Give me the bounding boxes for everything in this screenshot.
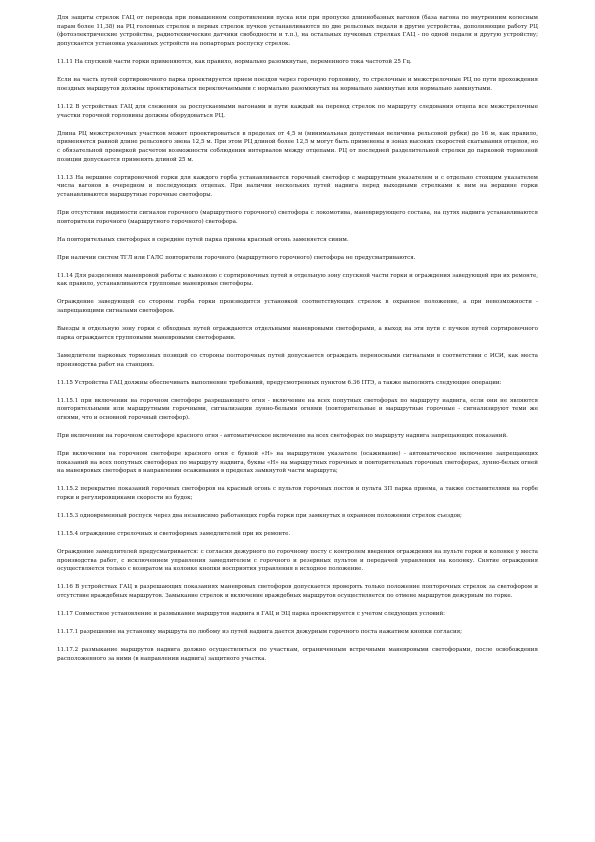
paragraph-6: 11.13 На вершине сортировочной горки для каждого горба устанавливается горочный светофор с маршрутным указателем и с отдельно стоящим указателем числа вагонов в очередном и последующих отцепах. При наличии нескольких путей надвига перед выходными стрелками к ним на вершине горки устанавливаются маршрутные горочные светофоры. <box>57 174 538 199</box>
paragraph-14: 11.15 Устройства ГАЦ должны обеспечивать выполнение требований, предусмотренных пунктом 6.36 ПТЭ, а также выполнять следующие операции: <box>57 379 502 386</box>
paragraph-8: На повторительных светофорах в середине путей парка приема красный огонь заменяется синим. <box>57 236 349 243</box>
paragraph-1: Для защиты стрелок ГАЦ от перевода при повышенном сопротивлении пуcка или при пропуске длиннобазных вагонов (база вагона по внутренним колесным парам более 11,38) на РЦ головных стрелок в первых стрелок пучков устанавливаются по две рельсовых педали в другие устройства, дополняющие работу РЦ (фотоэлектрические устройства, радиотехнические датчики свободности и т.п.), на остальных пучковых стрелках ГАЦ - по одной педали и другую устройству; допускается установка указанных устройств на попарторых роспуску стрелок. <box>57 15 538 48</box>
paragraph-12: Выезды в отдельную зону горки с обходных путей ограждаются отдельными маневровыми светофорами, а выход на эти пути с пучков путей сортировочного парка ограждается групповыми маневровыми светофорами. <box>57 326 538 341</box>
paragraph-11: Ограждение заведующей со стороны горба горки производится установкой соответствующих стрелок в охранное положение, а при невозможности - запрещающими сигналами светофоров. <box>57 299 538 315</box>
paragraph-13: Замедлители парковых тормозных позиций со стороны полторочных путей допускается ограждать переносными сигналами в соответствии с ИСИ, как места производства работ на станциях. <box>57 352 538 368</box>
paragraph-2: 11.11 На спускной части горки применяются, как правило, нормально разомкнутые, переменного тока частотой 25 Гц. <box>57 59 412 66</box>
paragraph-21: Ограждение замедлителей предусматривается: с согласия дежурного по горочному посту с контролем введения ограждения на пульте горки и колонке у места производства работ, с исключением управления замедлителем с горочного и резервных пультов и передачей управления на колонку. Снятие ограждения осуществляется только с возвратом на колонке кнопки восприятия управления в исходное положение. <box>57 549 538 573</box>
paragraph-7: При отсутствии видимости сигналов горочного (маршрутного горочного) светофора с локомотива, маневрирующего состава, на путях надвига устанавливаются повторители горочного (маршрутного горочного) светофора. <box>57 210 538 225</box>
paragraph-15: 11.15.1 при включении на горочном светофоре разрешающего огня - включение на всех попутных светофорах по маршруту надвига, если они не являются повторительными или маршрутными горочными, сигнализации лунно-белыми огнями (повторительные и маршрутные горочные - сигнализируют теми же огнями, что и основной горочный светофор). <box>57 397 538 421</box>
paragraph-22: 11.16 В устройствах ГАЦ в разрешающих показаниях маневровых светофоров допускается проверять только положение попторочных стрелок за светофором и отсутствие враждебных маршрутов. Замыкание стрелок и включение враждебных маршрутов осуществляется по отмене маршрутов дежурным по горке. <box>57 584 538 600</box>
paragraph-16: При включении на горочном светофоре красного огня - автоматическое включение на всех светофорах по маршруту надвига запрещающих показаний. <box>57 432 508 439</box>
paragraph-19: 11.15.3 одновременный роспуск через два независимо работающих горба горки при замкнутых в охранном положении стрелок съездов; <box>57 513 462 520</box>
paragraph-20: 11.15.4 ограждение стрелочных и светофорных замедлителей при их ремонте. <box>57 531 291 538</box>
paragraph-9: При наличии систем ТГЛ или ГАЛС повторители горочного (маршрутного горочного) светофора не предусматриваются. <box>57 254 416 261</box>
paragraph-3: Если на часть путей сортировочного парка проектируется прием поездов через горочную горловину, то стрелочные и межстрелочные РЦ по пути прохождения поездных маршрутов должны проектироваться переключаемыми с нормально разомкнутых на нормально замкнутые или нормально замкнутыми. <box>57 77 538 92</box>
paragraph-18: 11.15.2 перекрытие показаний горочных светофоров на красный огонь с пультов горочных постов и пульта ЗП парка приема, а также составителями на горбе горки и регулировщиками скорости из будок; <box>57 486 538 502</box>
paragraph-24: 11.17.1 разрешение на установку маршрута по любому из путей надвига дается дежурным горочного поста нажатием кнопки согласия; <box>57 629 463 636</box>
paragraph-10: 11.14 Для разделения маневровой работы с вывозкою с сортировочных путей в отдельную зону спускной части горки и ограждения заведующей при их ремонте, как правило, устанавливаются групповые маневровые светофоры. <box>57 272 538 288</box>
paragraph-5: Длина РЦ межстрелочных участков может проектироваться в пределах от 4,5 м (минимальная допустимая величина рельсовой рубки) до 16 м, как правило, применяется равной длине рельсового звена 12,5 м. При этом РЦ длиной более 12,5 м могут быть применены в зонах высоких скоростей скатывания отцепов, но с обязательной проверкой расчетом возможности соблюдения интервалов между отцепами. РЦ от последней разделительной стрелки до парковой тормозной позиции допускается применять длиной 25 м. <box>57 130 538 163</box>
paragraph-25: 11.17.2 размыкание маршрутов надвига должно осуществляться по участкам, ограниченным встречными маневровыми светофорами, после освобождения расположенного за ними (в направлении надвига) защитного участка. <box>57 647 538 662</box>
paragraph-23: 11.17 Совместное установление и размыкание маршрутов надвига в ГАЦ и ЭЦ парка проектируется с учетом следующих условий: <box>57 611 446 618</box>
paragraph-4: 11.12 В устройствах ГАЦ для слежения за роспускаемыми вагонами и пути каждый на перевод стрелок по маршруту следования отцепа все межстрелочные участки горочной горловины должны оборудоваться РЦ. <box>57 103 538 119</box>
paragraph-17: При включении на горочном светофоре красного огня с буквой «Н» на маршрутном указателе (осаживание) - автоматическое включение запрещающих показаний на всех попутных светофорах по маршруту надвига, буквы «Н» на маршрутных горочных и повторительных горочных светофорах, лунно-белых огней на маневровых светофорах в направлении осаживания в пределах замкнутой части маршрута; <box>57 450 538 475</box>
